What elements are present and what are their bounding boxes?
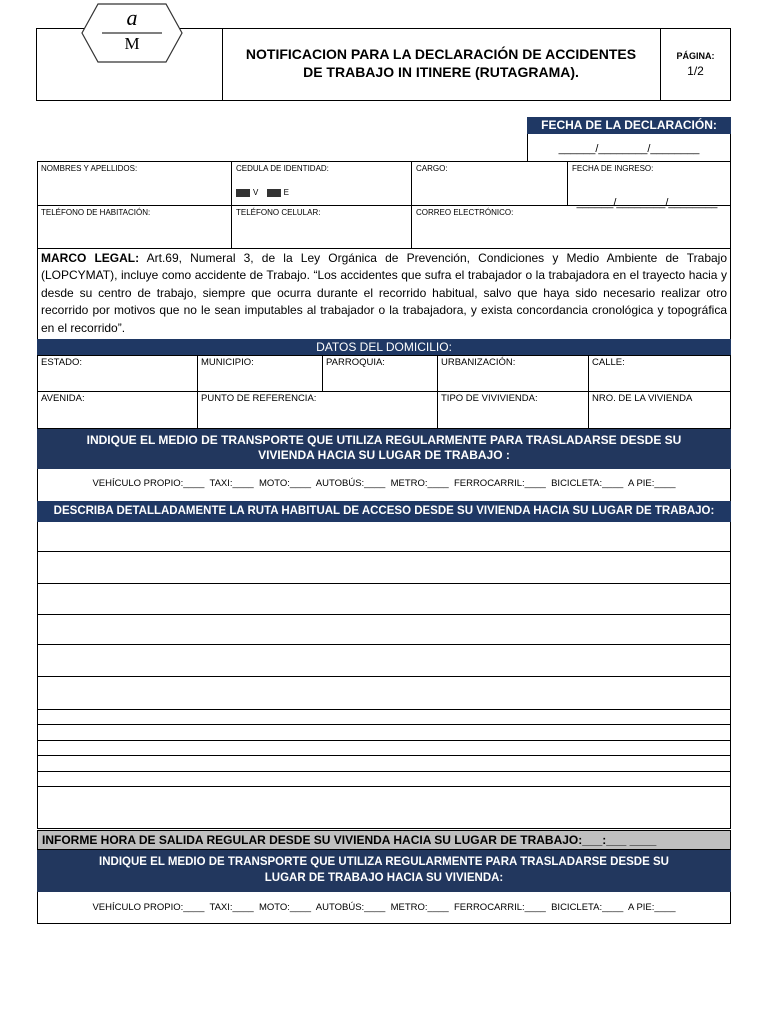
domicilio-v3 xyxy=(437,355,438,429)
punto-referencia-label: PUNTO DE REFERENCIA: xyxy=(201,393,317,404)
transport-to-home-header xyxy=(37,850,731,892)
domicilio-hline xyxy=(37,391,731,392)
legal-text xyxy=(41,250,727,337)
fecha-ingreso-label: FECHA DE INGRESO: xyxy=(572,164,654,173)
cedula-v-checkbox[interactable] xyxy=(236,189,250,197)
domicilio-v2 xyxy=(322,355,323,391)
telefono-hab-label: TELÉFONO DE HABITACIÓN: xyxy=(41,208,151,217)
route-line xyxy=(38,551,731,552)
route-line xyxy=(38,786,731,787)
route-line xyxy=(38,724,731,725)
transport-to-work-title-1: INDIQUE EL MEDIO DE TRANSPORTE QUE UTILIZA REGULARMENTE PARA TRASLADARSE DESDE SU xyxy=(86,433,682,447)
transport-to-home-title-2: LUGAR DE TRABAJO HACIA SU VIVIENDA: xyxy=(264,872,504,884)
domicilio-title: DATOS DEL DOMICILIO: xyxy=(37,339,731,355)
personal-grid-v1 xyxy=(231,161,232,249)
municipio-label: MUNICIPIO: xyxy=(201,357,254,368)
declaration-date-label: FECHA DE LA DECLARACIÓN: xyxy=(527,117,731,134)
route-line xyxy=(38,740,731,741)
transport-to-home-options[interactable]: VEHÍCULO PROPIO:____ TAXI:____ MOTO:____ AUTOBÚS:____ METRO:____ FERROCARRIL:____ BICICLETA:____ A PIE:____ xyxy=(92,902,676,913)
telefono-cel-label: TELÉFONO CELULAR: xyxy=(236,208,321,217)
estado-label: ESTADO: xyxy=(41,357,82,368)
transport-to-home-title-1: INDIQUE EL MEDIO DE TRANSPORTE QUE UTILIZA REGULARMENTE PARA TRASLADARSE DESDE SU xyxy=(99,856,669,868)
cedula-v-label: V xyxy=(253,188,259,197)
nro-vivienda-label: NRO. DE LA VIVIENDA xyxy=(592,393,693,404)
cargo-label: CARGO: xyxy=(416,164,448,173)
cedula-e-label: E xyxy=(283,188,289,197)
calle-label: CALLE: xyxy=(592,357,625,368)
transport-to-work-header xyxy=(37,429,731,469)
legal-label: MARCO LEGAL: xyxy=(41,251,140,265)
declaration-date-field[interactable]: ______/________/________ xyxy=(558,143,700,155)
cedula-label: CEDULA DE IDENTIDAD: xyxy=(236,164,329,173)
domicilio-v4 xyxy=(588,355,589,429)
document-title-line1: NOTIFICACION PARA LA DECLARACIÓN DE ACCIDENTES xyxy=(245,46,637,62)
avenida-label: AVENIDA: xyxy=(41,393,85,404)
parroquia-label: PARROQUIA: xyxy=(326,357,385,368)
transport-to-work-title-2: VIVIENDA HACIA SU LUGAR DE TRABAJO : xyxy=(258,448,510,462)
urbanizacion-label: URBANIZACIÓN: xyxy=(441,357,516,368)
route-line xyxy=(38,676,731,677)
route-line xyxy=(38,771,731,772)
logo-letter-top: a xyxy=(126,5,138,30)
route-line xyxy=(38,755,731,756)
logo-letter-bottom: M xyxy=(124,34,140,53)
legal-body: Art.69, Numeral 3, de la Ley Orgánica de Prevención, Condiciones y Medio Ambiente de Trabajo (LOPCYMAT), incluye como accidente de Trabajo. “Los accidentes que sufra el trabajador o la trabajadora en el trayecto hacia y desde su centro de trabajo, siempre que ocurra durante el recorrido habitual, salvo que haya sido necesario realizar otro recorrido por motivos que no le sean imputables al trabajador o la trabajadora, y exista concordancia cronológica y topográfica en el recorrido”. xyxy=(41,251,728,335)
tipo-vivienda-label: TIPO DE VIVIVIENDA: xyxy=(441,393,538,404)
fecha-ingreso-field[interactable]: ______/________/________ xyxy=(576,197,718,209)
departure-time-row[interactable]: INFORME HORA DE SALIDA REGULAR DESDE SU VIVIENDA HACIA SU LUGAR DE TRABAJO:___:___ ____ xyxy=(37,830,731,850)
nombres-label: NOMBRES Y APELLIDOS: xyxy=(41,164,138,173)
route-line xyxy=(38,644,731,645)
page-number: 1/2 xyxy=(687,64,704,78)
document-title-line2: DE TRABAJO IN ITINERE (RUTAGRAMA). xyxy=(303,64,579,80)
route-title: DESCRIBA DETALLADAMENTE LA RUTA HABITUAL DE ACCESO DESDE SU VIVIENDA HACIA SU LUGAR DE TRABAJO: xyxy=(37,501,731,522)
route-line xyxy=(38,583,731,584)
personal-grid-v2 xyxy=(411,161,412,249)
domicilio-v1 xyxy=(197,355,198,429)
route-line xyxy=(38,614,731,615)
route-line xyxy=(38,709,731,710)
transport-to-work-options[interactable]: VEHÍCULO PROPIO:____ TAXI:____ MOTO:____ AUTOBÚS:____ METRO:____ FERROCARRIL:____ BICICLETA:____ A PIE:____ xyxy=(92,478,676,489)
cedula-options xyxy=(236,188,289,198)
correo-label: CORREO ELECTRÓNICO: xyxy=(416,208,514,217)
cedula-e-checkbox[interactable] xyxy=(267,189,281,197)
page-label: PÁGINA: xyxy=(676,51,715,61)
